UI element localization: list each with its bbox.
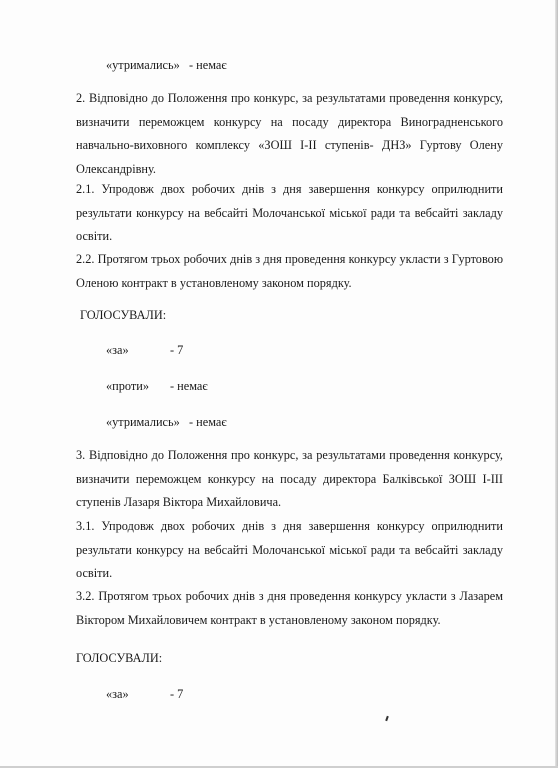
for-value: - 7 xyxy=(170,687,184,701)
for-value: - 7 xyxy=(170,343,184,357)
item-2-decision: 2. Відповідно до Положення про конкурс, за результатами проведення конкурсу, визначити переможцем конкурсу на посаду директора Виноградненського навчально-виховного комплексу «ЗОШ І-ІІ ступенів- ДНЗ» Гуртову Олену Олександрівну. xyxy=(76,91,503,176)
abstained-value: - немає xyxy=(189,58,227,72)
scan-mark xyxy=(385,716,389,721)
voting-heading: ГОЛОСУВАЛИ: xyxy=(80,308,167,322)
item-2-2-contract: 2.2. Протягом трьох робочих днів з дня проведення конкурсу укласти з Гуртовою Оленою контракт в установленому законом порядку. xyxy=(76,252,503,290)
voting-heading: ГОЛОСУВАЛИ: xyxy=(76,651,163,665)
item-3-decision: 3. Відповідно до Положення про конкурс, за результатами проведення конкурсу, визначити переможцем конкурсу на посаду директора Балківської ЗОШ І-ІІІ ступенів Лазаря Віктора Михайловича. xyxy=(76,448,503,509)
against-value: - немає xyxy=(170,379,208,393)
item-3-2-contract: 3.2. Протягом трьох робочих днів з дня проведення конкурсу укласти з Лазарем Віктором Михайловичем контракт в установленому законом порядку. xyxy=(76,589,503,627)
abstained-value: - немає xyxy=(189,415,227,429)
abstained-label: «утримались» xyxy=(106,58,180,72)
for-label: «за» xyxy=(106,687,129,701)
for-label: «за» xyxy=(106,343,129,357)
against-label: «проти» xyxy=(106,379,149,393)
item-2-1-publish: 2.1. Упродовж двох робочих днів з дня завершення конкурсу оприлюднити результати конкурсу на вебсайті Молочанської міської ради та вебсайті закладу освіти. xyxy=(76,182,503,243)
item-3-1-publish: 3.1. Упродовж двох робочих днів з дня завершення конкурсу оприлюднити результати конкурсу на вебсайті Молочанської міської ради та вебсайті закладу освіти. xyxy=(76,519,503,580)
abstained-label: «утримались» xyxy=(106,415,180,429)
